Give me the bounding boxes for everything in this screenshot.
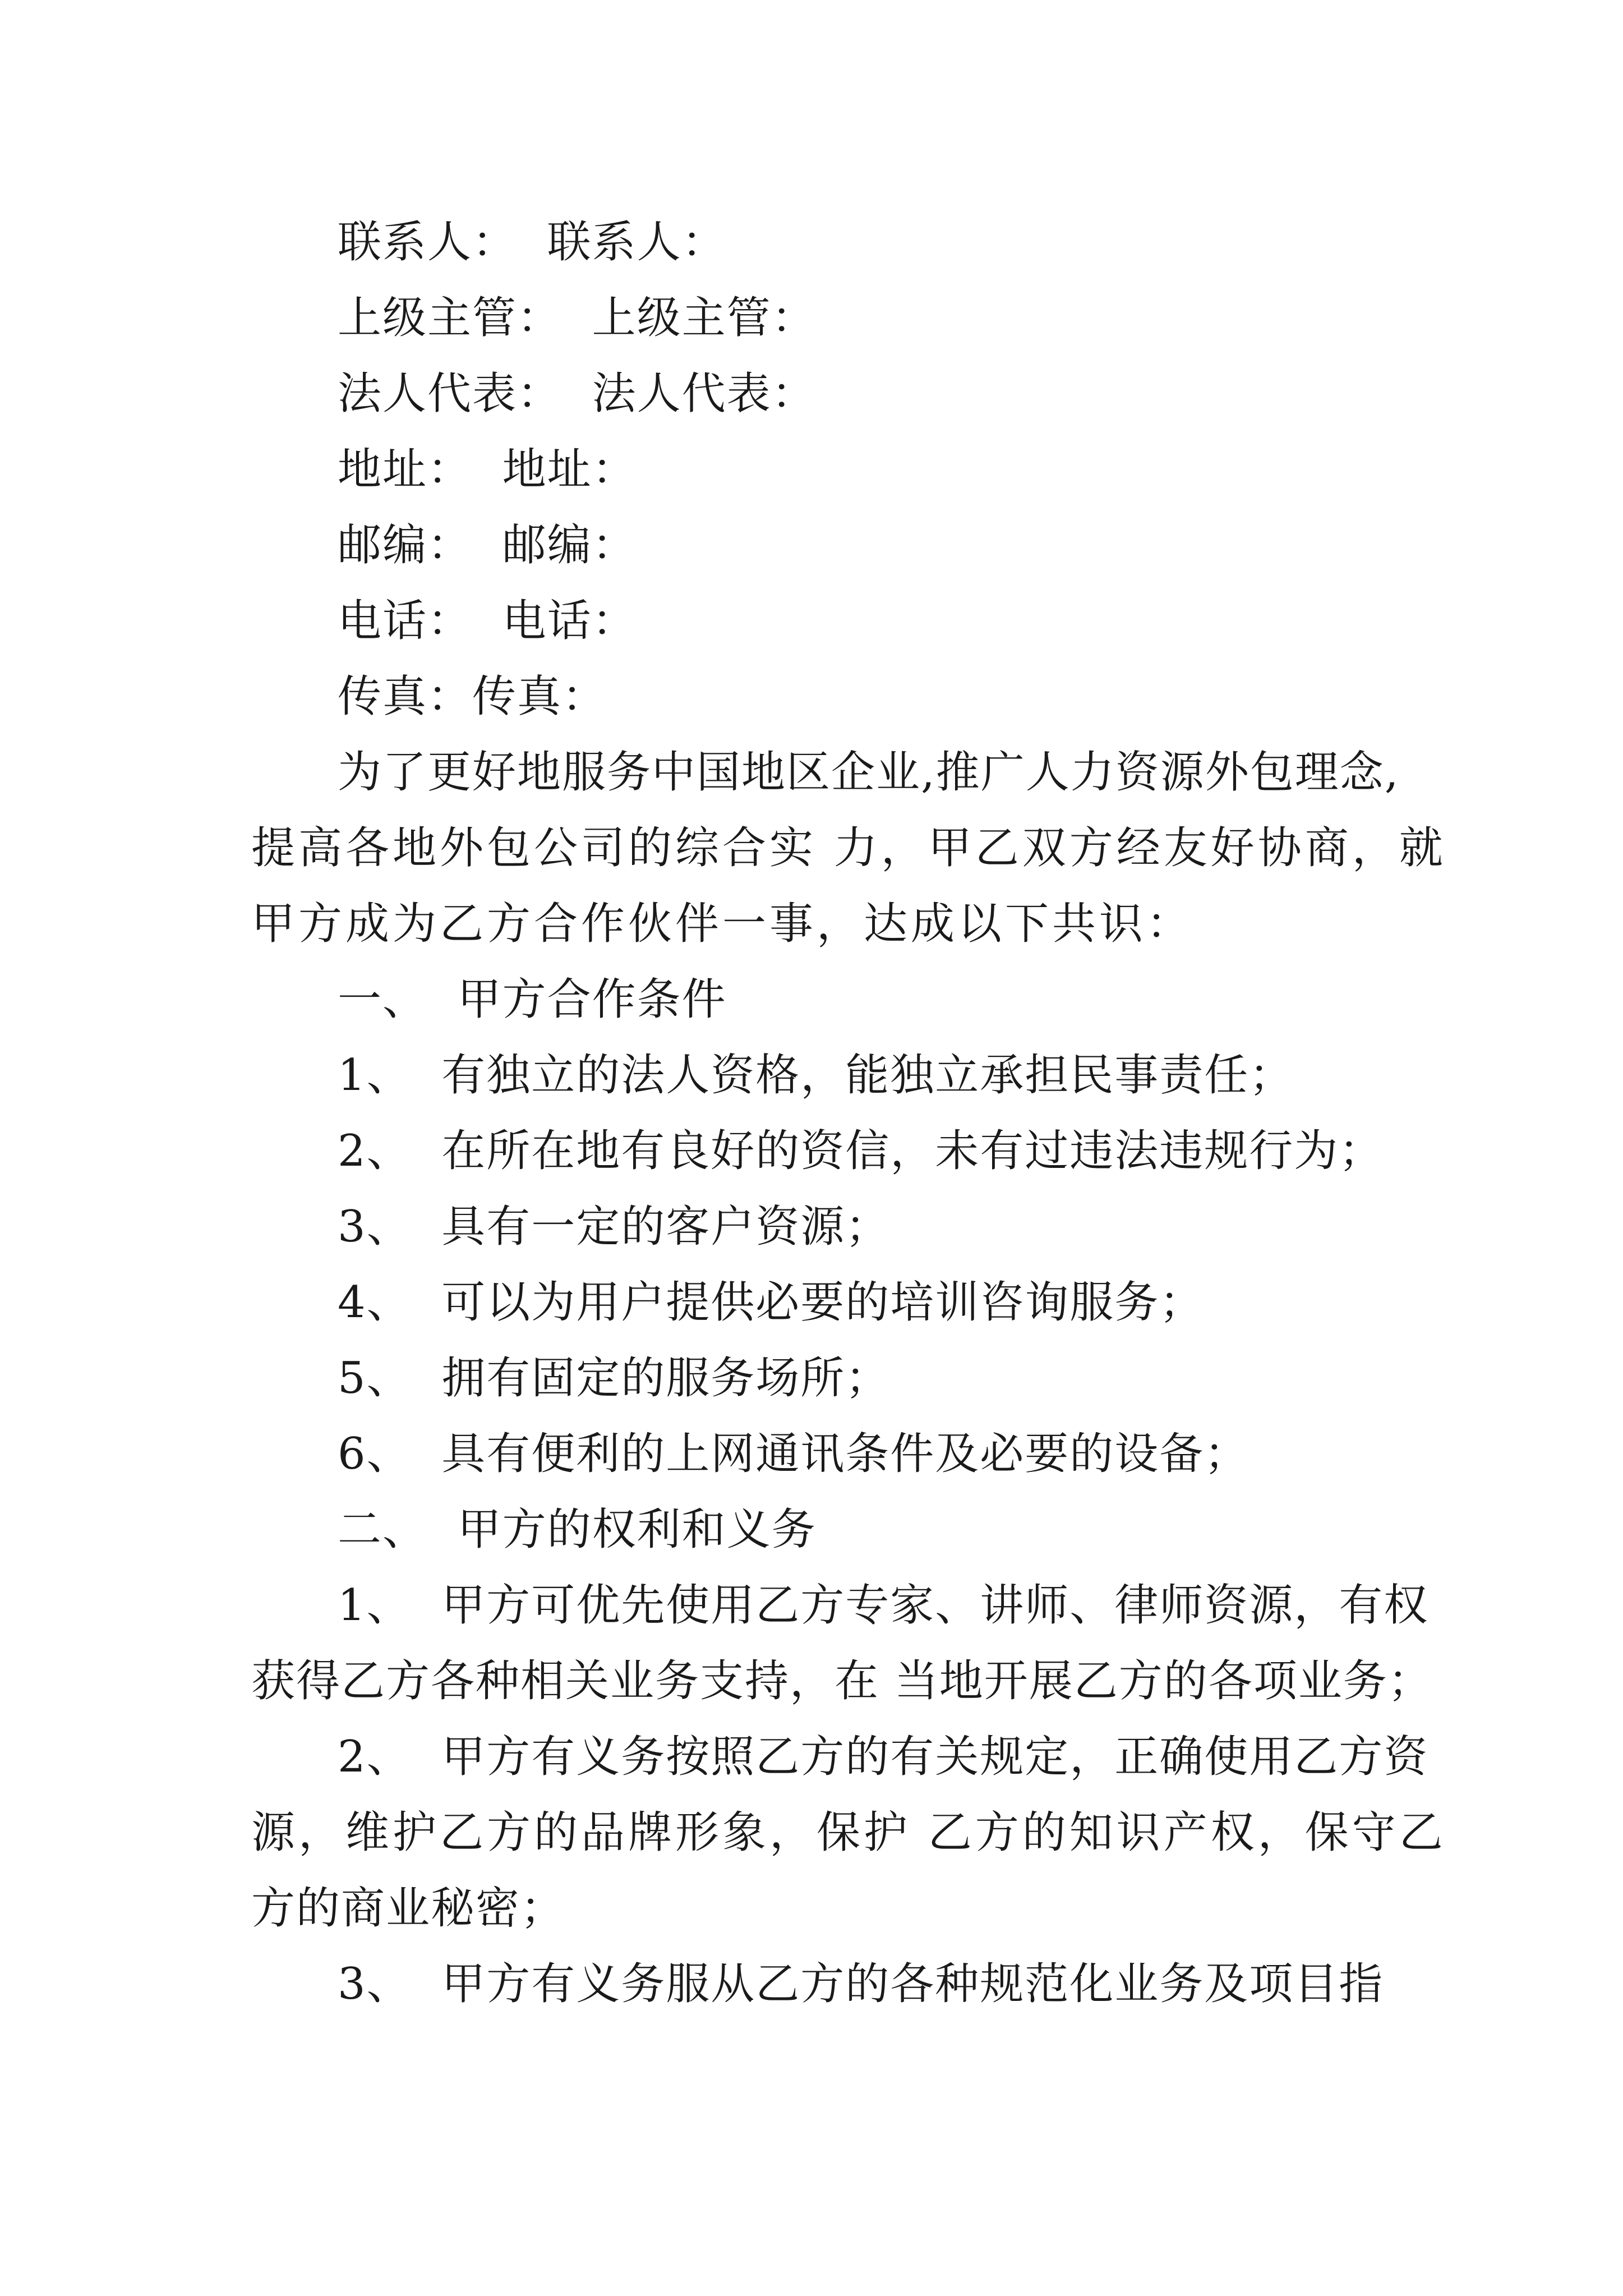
paragraph-line: 源，维护乙方的品牌形象，保护 乙方的知识产权，保守乙 bbox=[251, 1807, 1446, 1858]
paragraph-line: 1、 甲方可优先使用乙方专家、讲师、律师资源，有权 bbox=[338, 1580, 1429, 1631]
list-item: 3、 具有一定的客户资源； bbox=[338, 1202, 891, 1252]
paragraph-line: 获得乙方各种相关业务支持，在 当地开展乙方的各项业务； bbox=[251, 1656, 1433, 1706]
list-item: 4、 可以为用户提供必要的培训咨询服务； bbox=[338, 1277, 1205, 1328]
intro-paragraph-line: 提高各地外包公司的综合实 力，甲乙双方经友好协商，就 bbox=[251, 823, 1446, 873]
fax-line: 传真：传真： bbox=[338, 671, 607, 722]
address-line: 地址： 地址： bbox=[338, 444, 637, 495]
intro-paragraph-line: 为了更好地服务中国地区企业,推广人力资源外包理念, bbox=[338, 747, 1400, 798]
phone-line: 电话： 电话： bbox=[338, 596, 637, 646]
postcode-line: 邮编： 邮编： bbox=[338, 520, 637, 570]
paragraph-line: 方的商业秘密； bbox=[251, 1883, 566, 1934]
intro-paragraph-line: 甲方成为乙方合作伙伴一事，达成以下共识： bbox=[251, 899, 1194, 949]
list-item: 2、 在所在地有良好的资信，未有过违法违规行为； bbox=[338, 1126, 1384, 1176]
paragraph-line: 2、 甲方有义务按照乙方的有关规定，正确使用乙方资 bbox=[338, 1732, 1429, 1782]
list-item: 1、 有独立的法人资格，能独立承担民事责任； bbox=[338, 1050, 1294, 1101]
section-heading: 二、 甲方的权利和义务 bbox=[338, 1504, 817, 1555]
contact-line: 联系人： 联系人： bbox=[338, 217, 727, 268]
section-heading: 一、 甲方合作条件 bbox=[338, 974, 727, 1025]
paragraph-line: 3、 甲方有义务服从乙方的各种规范化业务及项目指 bbox=[338, 1959, 1384, 2009]
list-item: 5、 拥有固定的服务场所； bbox=[338, 1353, 891, 1404]
supervisor-line: 上级主管： 上级主管： bbox=[338, 293, 817, 343]
list-item: 6、 具有便利的上网通讯条件及必要的设备； bbox=[338, 1429, 1249, 1479]
legal-rep-line: 法人代表： 法人代表： bbox=[338, 369, 817, 419]
